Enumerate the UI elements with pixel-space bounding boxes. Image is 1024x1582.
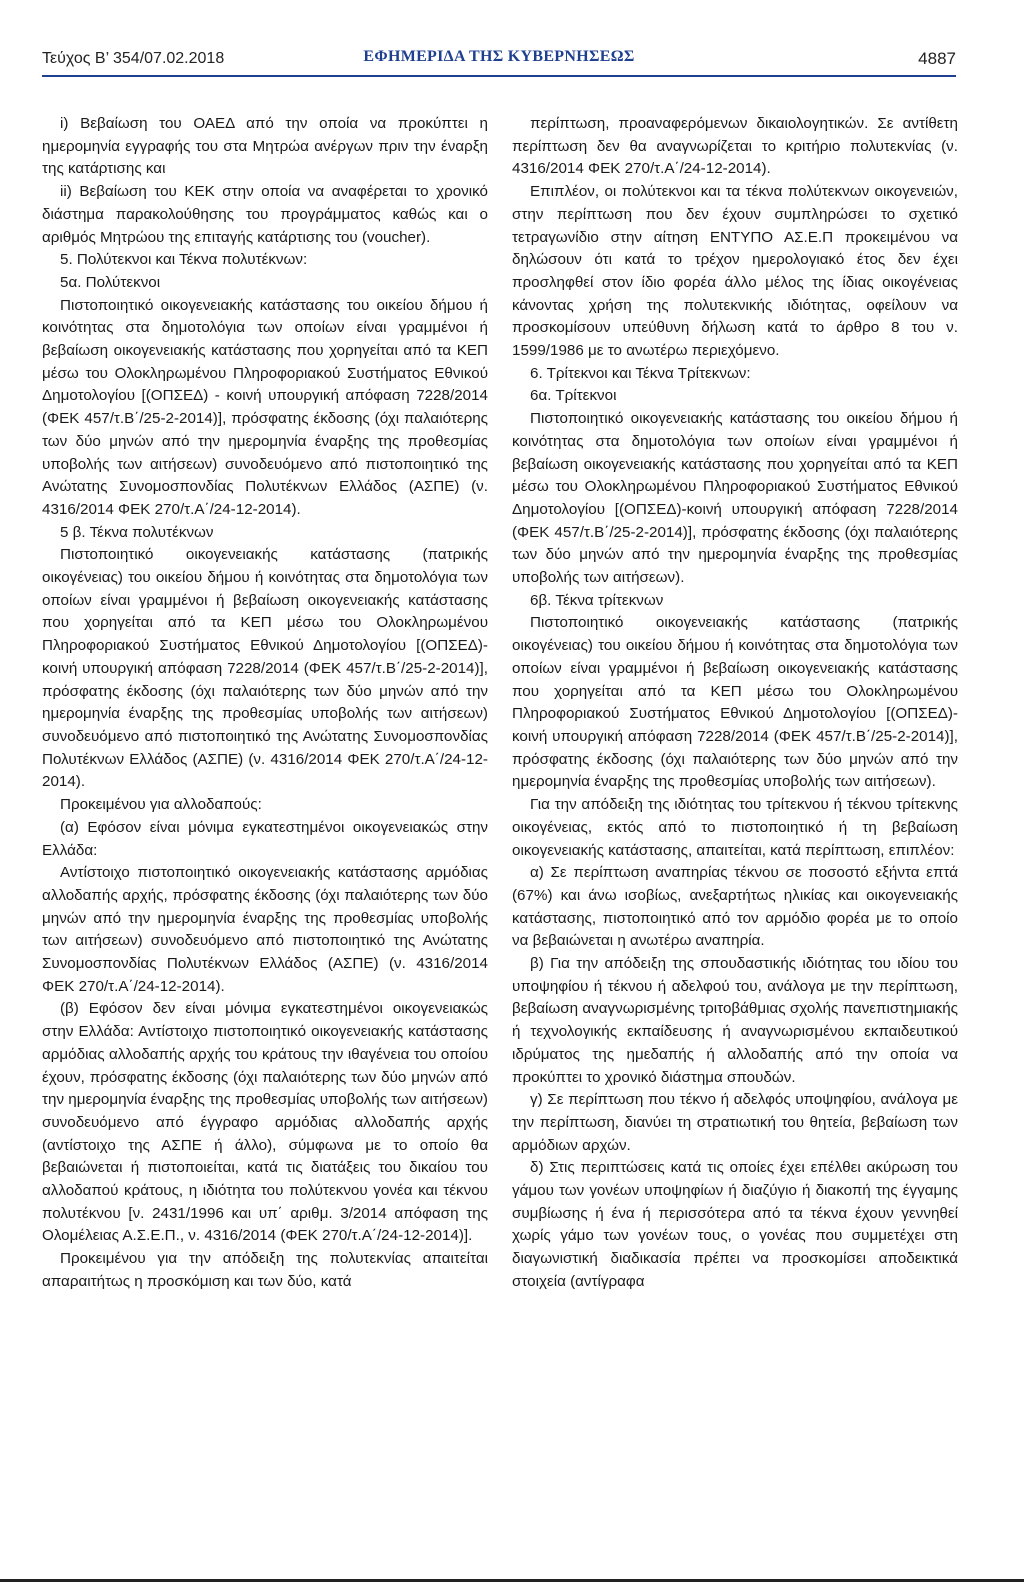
- journal-title: ΕΦΗΜΕΡΙΔΑ ΤΗΣ ΚΥΒΕΡΝΗΣΕΩΣ: [363, 48, 635, 65]
- paragraph: Πιστοποιητικό οικογενειακής κατάστασης (πατρικής οικογένειας) του οικείου δήμου ή κοινότητας στα δημοτολόγια των οποίων είναι γραμμένοι ή βεβαίωση οικογενειακής κατάστασης που χορηγείται από τα ΚΕΠ μέσω του Ολοκληρωμένου Πληροφοριακού Συστήματος Εθνικού Δημοτολογίου [(ΟΠΣΕΔ)-κοινή υπουργική απόφαση 7228/2014 (ΦΕΚ 457/τ.Β΄/25-2-2014)], πρόσφατης έκδοσης (όχι παλαιότερης των δύο μηνών από την ημερομηνία έναρξης της προθεσμίας υποβολής των αιτήσεων).: [512, 614, 958, 791]
- paragraph: Πιστοποιητικό οικογενειακής κατάστασης (πατρικής οικογένειας) του οικείου δήμου ή κοινότητας στα δημοτολόγια των οποίων είναι γραμμένοι ή βεβαίωση οικογενειακής κατάστασης που χορηγείται από τα ΚΕΠ μέσω του Ολοκληρωμένου Πληροφοριακού Συστήματος Εθνικού Δημοτολογίου [(ΟΠΣΕΔ)-κοινή υπουργική απόφαση 7228/2014 (ΦΕΚ 457/τ.Β΄/25-2-2014)], πρόσφατης έκδοσης (όχι παλαιότερης των δύο μηνών από την ημερομηνία έναρξης της προθεσμίας υποβολής των αιτήσεων) συνοδευόμενο από πιστοποιητικό της Ανώτατης Συνομοσπονδίας Πολυτέκνων Ελλάδος (ΑΣΠΕ) (ν. 4316/2014 ΦΕΚ 270/τ.Α΄/24-12-2014).: [42, 546, 488, 791]
- paragraph: ii) Βεβαίωση του ΚΕΚ στην οποία να αναφέρεται το χρονικό διάστημα παρακολούθησης του προγράμματος καθώς και ο αριθμός Μητρώου της επιταγής κατάρτισης του (voucher).: [42, 183, 488, 246]
- paragraph: Αντίστοιχο πιστοποιητικό οικογενειακής κατάστασης αρμόδιας αλλοδαπής αρχής, πρόσφατης έκδοσης (όχι παλαιότερης των δύο μηνών από την ημερομηνία έναρξης της προθεσμίας υποβολής των αιτήσεων) συνοδευόμενο από πιστοποιητικό της Ανώτατης Συνομοσπονδίας Πολυτέκνων Ελλάδος (ΑΣΠΕ) (ν. 4316/2014 ΦΕΚ 270/τ.Α΄/24-12-2014).: [42, 864, 488, 995]
- page-number: 4887: [918, 49, 956, 68]
- paragraph: (α) Εφόσον είναι μόνιμα εγκατεστημένοι οικογενειακώς στην Ελλάδα:: [42, 818, 488, 859]
- paragraph: 6. Τρίτεκνοι και Τέκνα Τρίτεκνων:: [530, 364, 751, 382]
- left-column: [42, 113, 488, 1448]
- paragraph: Για την απόδειξη της ιδιότητας του τρίτεκνου ή τέκνου τρίτεκνης οικογένειας, εκτός από το πιστοποιητικό ή τη βεβαίωση οικογενειακής κατάστασης, απαιτείται, κατά περίπτωση, επιπλέον:: [512, 796, 958, 859]
- page-header: [42, 46, 956, 74]
- paragraph: Προκειμένου για την απόδειξη της πολυτεκνίας απαιτείται απαραιτήτως η προσκόμιση και των δύο, κατά: [42, 1250, 488, 1290]
- paragraph: Προκειμένου για αλλοδαπούς:: [60, 796, 262, 814]
- paragraph: γ) Σε περίπτωση που τέκνο ή αδελφός υποψηφίου, ανάλογα με την περίπτωση, διανύει τη στρατιωτική του θητεία, βεβαίωση των αρμόδιων αρχών.: [512, 1091, 958, 1154]
- paragraph: i) Βεβαίωση του ΟΑΕΔ από την οποία να προκύπτει η ημερομηνία εγγραφής του στα Μητρώα ανέργων πριν την έναρξη της κατάρτισης και: [42, 115, 488, 178]
- paragraph: περίπτωση, προαναφερόμενων δικαιολογητικών. Σε αντίθετη περίπτωση δεν θα αναγνωρίζεται το κριτήριο πολυτεκνίας (ν. 4316/2014 ΦΕΚ 270/τ.Α΄/24-12-2014).: [512, 115, 958, 178]
- paragraph: β) Για την απόδειξη της σπουδαστικής ιδιότητας του ιδίου του υποψηφίου ή τέκνου ή αδελφού του, ανάλογα με την περίπτωση, βεβαίωση αναγνωρισμένης τριτοβάθμιας σχολής πανεπιστημιακής ή τεχνολογικής εκπαίδευσης ή αναγνωρισμένου εκπαιδευτικού ιδρύματος της ημεδαπής ή αλλοδαπής από την οποία να προκύπτει το χρονικό διάστημα σπουδών.: [512, 955, 958, 1086]
- paragraph: Επιπλέον, οι πολύτεκνοι και τα τέκνα πολύτεκνων οικογενειών, στην περίπτωση που δεν έχουν συμπληρώσει το σχετικό τετραγωνίδιο στην αίτηση ΕΝΤΥΠΟ ΑΣ.Ε.Π προκειμένου να δηλώσουν ότι κατά το τρέχον ημερολογιακό έτος δεν έχει προσληφθεί στον ίδιο φορέα άλλο μέλος της ίδιας οικογένειας κάνοντας χρήση της πολυτεκνικής ιδιότητας, οφείλουν να προσκομίσουν υπεύθυνη δήλωση κατά το άρθρο 8 του ν. 1599/1986 με το ανωτέρω περιεχόμενο.: [512, 183, 958, 360]
- paragraph: 5α. Πολύτεκνοι: [60, 273, 161, 291]
- issue-reference: Τεύχος Β’ 354/07.02.2018: [42, 50, 225, 67]
- right-column: [512, 113, 958, 1448]
- paragraph: 5 β. Τέκνα πολυτέκνων: [60, 523, 214, 541]
- paragraph: (β) Εφόσον δεν είναι μόνιμα εγκατεστημένοι οικογενειακώς στην Ελλάδα: Αντίστοιχο πιστοποιητικό οικογενειακής κατάστασης αρμόδιας αλλοδαπής αρχής του κράτους την ιθαγένεια του οποίου έχουν, πρόσφατης έκδοσης (όχι παλαιότερης των δύο μηνών από την ημερομηνία έναρξης της προθεσμίας υποβολής των αιτήσεων) συνοδευόμενο από έγγραφο αρμόδιας αλλοδαπής αρχής (αντίστοιχο της ΑΣΠΕ ή άλλο), σύμφωνα με το οποίο θα βεβαιώνεται ή πιστοποιείται, κατά τις διατάξεις του δικαίου του αλλοδαπού κράτους, η ιδιότητα του πολύτεκνου γονέα και τέκνου πολυτέκνου [ν. 2431/1996 και υπ΄ αριθμ. 3/2014 απόφαση της Ολομέλειας Α.Σ.Ε.Π., ν. 4316/2014 (ΦΕΚ 270/τ.Α΄/24-12-2014)].: [42, 1000, 488, 1245]
- paragraph: δ) Στις περιπτώσεις κατά τις οποίες έχει επέλθει ακύρωση του γάμου των γονέων υποψηφίων ή διαζύγιο ή διακοπή της έγγαμης συμβίωσης ή ένα ή περισσότερα από τα τέκνα έχουν γεννηθεί χωρίς γάμο των γονέων τους, ο γονέας που συμμετέχει στη διαγωνιστική διαδικασία πρέπει να προσκομίσει αποδεικτικά στοιχεία (αντίγραφα: [512, 1159, 958, 1290]
- paragraph: Πιστοποιητικό οικογενειακής κατάστασης του οικείου δήμου ή κοινότητας στα δημοτολόγια των οποίων είναι γραμμένοι ή βεβαίωση οικογενειακής κατάστασης που χορηγείται από τα ΚΕΠ μέσω του Ολοκληρωμένου Πληροφοριακού Συστήματος Εθνικού Δημοτολογίου [(ΟΠΣΕΔ)-κοινή υπουργική απόφαση 7228/2014 (ΦΕΚ 457/τ.Β΄/25-2-2014)], πρόσφατης έκδοσης (όχι παλαιότερης των δύο μηνών από την ημερομηνία έναρξης της προθεσμίας υποβολής των αιτήσεων).: [512, 410, 958, 587]
- paragraph: Πιστοποιητικό οικογενειακής κατάστασης του οικείου δήμου ή κοινότητας στα δημοτολόγια των οποίων είναι γραμμένοι ή βεβαίωση οικογενειακής κατάστασης που χορηγείται από τα ΚΕΠ μέσω του Ολοκληρωμένου Πληροφοριακού Συστήματος Εθνικού Δημοτολογίου [(ΟΠΣΕΔ) - κοινή υπουργική απόφαση 7228/2014 (ΦΕΚ 457/τ.Β΄/25-2-2014)], πρόσφατης έκδοσης (όχι παλαιότερης των δύο μηνών από την ημερομηνία έναρξης της προθεσμίας υποβολής των αιτήσεων) συνοδευόμενο από πιστοποιητικό της Ανώτατης Συνομοσπονδίας Πολυτέκνων Ελλάδος (ΑΣΠΕ) (ν. 4316/2014 ΦΕΚ 270/τ.Α΄/24-12-2014).: [42, 296, 488, 518]
- paragraph: 6β. Τέκνα τρίτεκνων: [530, 591, 664, 609]
- paragraph: 6α. Τρίτεκνοι: [530, 387, 617, 405]
- header-rule: [42, 75, 956, 77]
- paragraph: 5. Πολύτεκνοι και Τέκνα πολυτέκνων:: [60, 251, 308, 269]
- paragraph: α) Σε περίπτωση αναπηρίας τέκνου σε ποσοστό εξήντα επτά (67%) και άνω ισοβίως, ανεξαρτήτως ηλικίας και οικογενειακής κατάστασης, πιστοποιητικό από τον αρμόδιο φορέα με το οποίο να βεβαιώνεται η ανωτέρω αναπηρία.: [512, 864, 958, 950]
